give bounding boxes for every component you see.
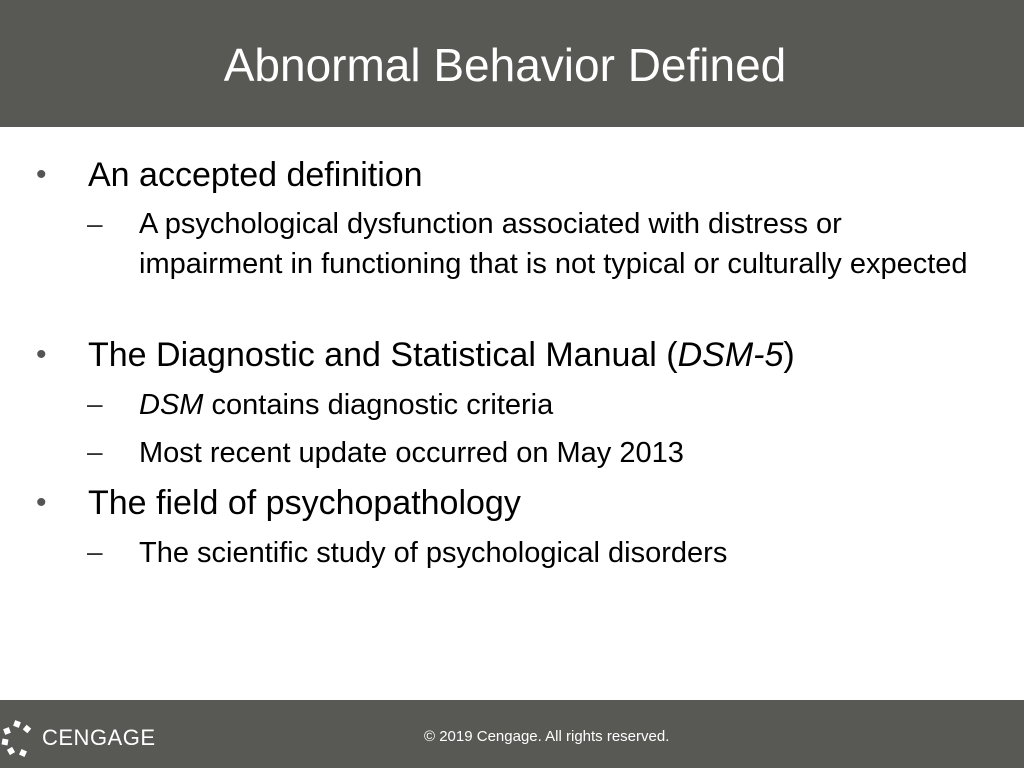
dsm-title-suffix: ) — [783, 336, 795, 374]
copyright-notice: © 2019 Cengage. All rights reserved. — [424, 728, 670, 745]
bullet-icon: • — [36, 338, 47, 371]
bullet-icon: • — [36, 158, 47, 191]
bullet-dsm5 — [88, 335, 795, 375]
dash-icon: – — [87, 536, 103, 567]
bullet-icon: • — [36, 486, 47, 519]
slide-title: Abnormal Behavior Defined — [223, 39, 787, 91]
dsm-title-italic: DSM-5 — [677, 336, 784, 374]
dsm-title-prefix: The Diagnostic and Statistical Manual ( — [88, 336, 678, 374]
bullet-accepted-definition: An accepted definition — [88, 156, 423, 194]
dsm-criteria-rest: contains diagnostic criteria — [203, 389, 554, 421]
dash-icon: – — [87, 388, 103, 419]
cengage-logo-text: CENGAGE — [42, 725, 156, 750]
dash-icon: – — [87, 436, 103, 467]
cengage-logo-icon — [0, 718, 36, 758]
sub-bullet-definition-text: A psychological dysfunction associated with distress or impairment in functioning that is not typical or culturally expected — [139, 208, 968, 280]
bullet-psychopathology: The field of psychopathology — [88, 484, 521, 522]
cengage-logo — [0, 718, 156, 758]
dsm-italic: DSM — [139, 389, 204, 421]
sub-bullet-psychopathology-definition: The scientific study of psychological disorders — [139, 537, 728, 569]
sub-bullet-dsm-criteria — [139, 385, 989, 425]
sub-bullet-update: Most recent update occurred on May 2013 — [139, 437, 684, 469]
dash-icon: – — [87, 208, 103, 239]
